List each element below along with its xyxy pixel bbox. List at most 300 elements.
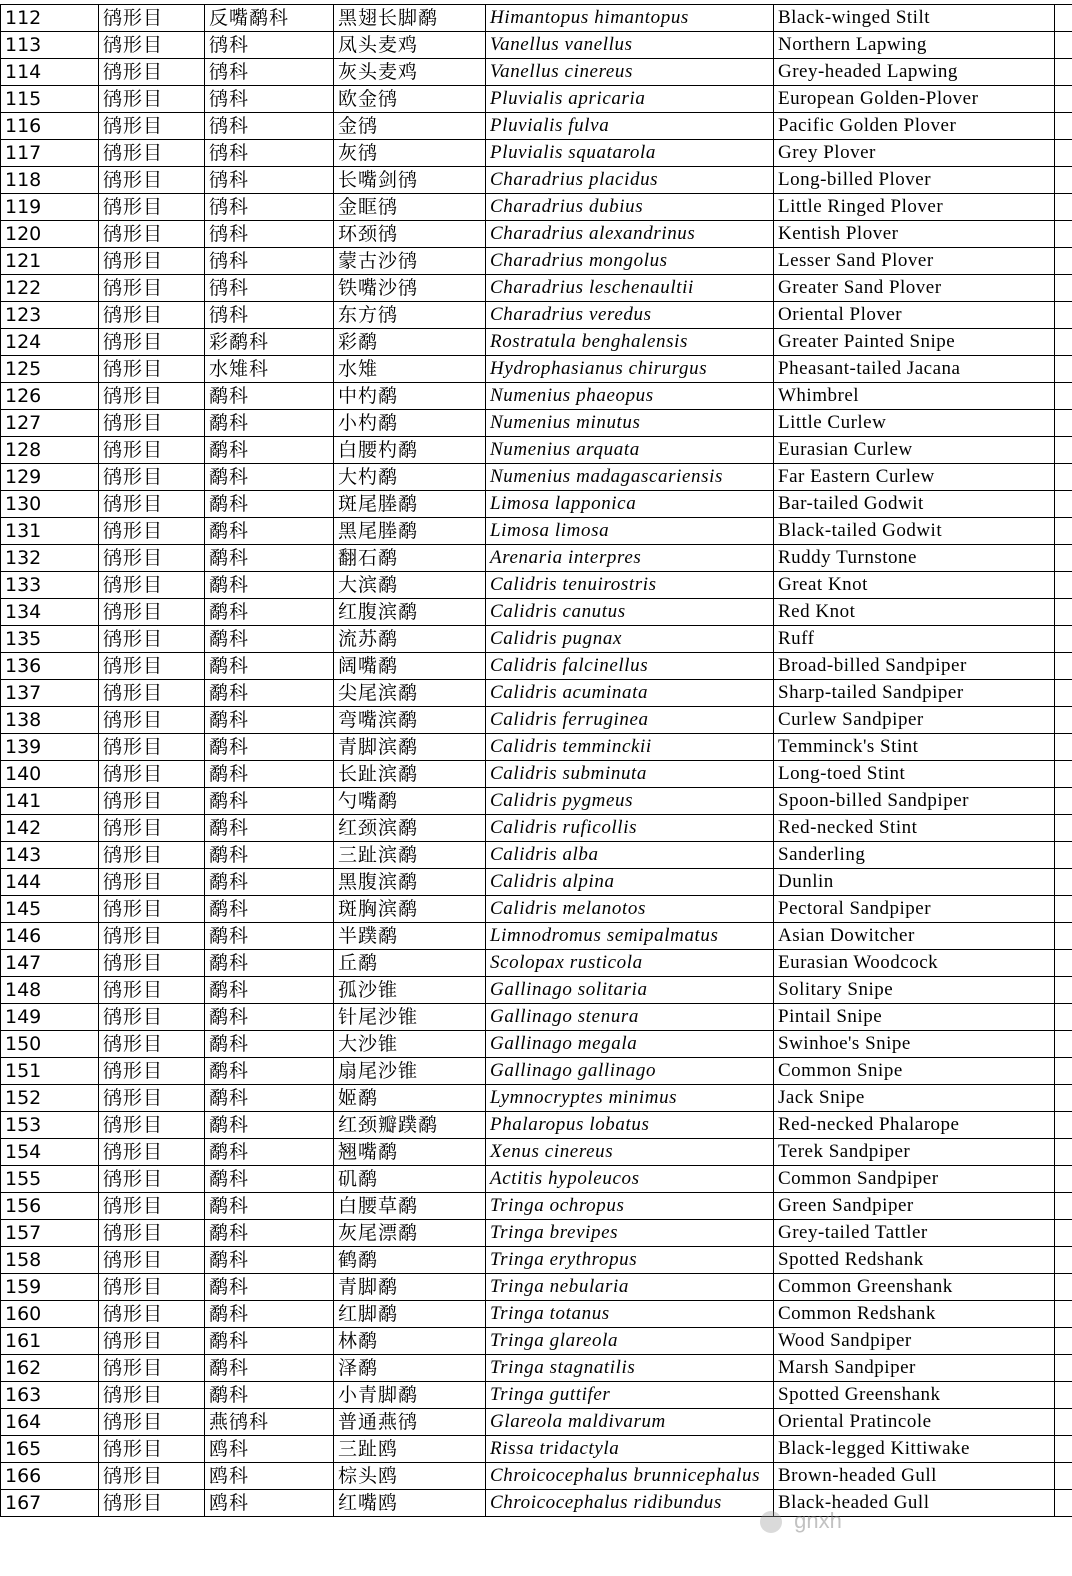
table-row <box>1 1436 1072 1463</box>
order-cell: 鸻形目 <box>99 545 205 572</box>
scientific-name-cell: Himantopus himantopus <box>486 5 774 32</box>
order-cell: 鸻形目 <box>99 653 205 680</box>
table-row <box>1 32 1072 59</box>
family-cell: 鹬科 <box>205 842 334 869</box>
scientific-name-cell: Numenius minutus <box>486 410 774 437</box>
overflow-column-cell <box>1055 869 1072 896</box>
family-cell: 鹬科 <box>205 1166 334 1193</box>
english-name-cell: Marsh Sandpiper <box>774 1355 1055 1382</box>
english-name-cell: Great Knot <box>774 572 1055 599</box>
chinese-name-cell: 灰尾漂鹬 <box>334 1220 486 1247</box>
table-row <box>1 896 1072 923</box>
family-cell: 鹬科 <box>205 896 334 923</box>
overflow-column-cell <box>1055 518 1072 545</box>
row-number-cell: 161 <box>1 1328 99 1355</box>
order-cell: 鸻形目 <box>99 464 205 491</box>
english-name-cell: Red-necked Phalarope <box>774 1112 1055 1139</box>
english-name-cell: Solitary Snipe <box>774 977 1055 1004</box>
scientific-name-cell: Calidris canutus <box>486 599 774 626</box>
english-name-cell: Swinhoe's Snipe <box>774 1031 1055 1058</box>
family-cell: 鹬科 <box>205 1112 334 1139</box>
chinese-name-cell: 红颈瓣蹼鹬 <box>334 1112 486 1139</box>
english-name-cell: Green Sandpiper <box>774 1193 1055 1220</box>
family-cell: 鹬科 <box>205 491 334 518</box>
row-number-cell: 149 <box>1 1004 99 1031</box>
row-number-cell: 166 <box>1 1463 99 1490</box>
english-name-cell: Terek Sandpiper <box>774 1139 1055 1166</box>
chinese-name-cell: 东方鸻 <box>334 302 486 329</box>
overflow-column-cell <box>1055 167 1072 194</box>
table-row <box>1 356 1072 383</box>
chinese-name-cell: 弯嘴滨鹬 <box>334 707 486 734</box>
order-cell: 鸻形目 <box>99 977 205 1004</box>
order-cell: 鸻形目 <box>99 1085 205 1112</box>
overflow-column-cell <box>1055 761 1072 788</box>
overflow-column-cell <box>1055 626 1072 653</box>
family-cell: 鸥科 <box>205 1436 334 1463</box>
overflow-column-cell <box>1055 1193 1072 1220</box>
chinese-name-cell: 灰头麦鸡 <box>334 59 486 86</box>
table-row <box>1 1463 1072 1490</box>
row-number-cell: 120 <box>1 221 99 248</box>
row-number-cell: 153 <box>1 1112 99 1139</box>
row-number-cell: 151 <box>1 1058 99 1085</box>
english-name-cell: Oriental Plover <box>774 302 1055 329</box>
overflow-column-cell <box>1055 1031 1072 1058</box>
chinese-name-cell: 中杓鹬 <box>334 383 486 410</box>
scientific-name-cell: Numenius phaeopus <box>486 383 774 410</box>
overflow-column-cell <box>1055 410 1072 437</box>
family-cell: 鹬科 <box>205 410 334 437</box>
overflow-column-cell <box>1055 896 1072 923</box>
order-cell: 鸻形目 <box>99 86 205 113</box>
table-row <box>1 464 1072 491</box>
family-cell: 鹬科 <box>205 545 334 572</box>
order-cell: 鸻形目 <box>99 140 205 167</box>
scientific-name-cell: Pluvialis apricaria <box>486 86 774 113</box>
family-cell: 鹬科 <box>205 788 334 815</box>
order-cell: 鸻形目 <box>99 221 205 248</box>
family-cell: 鹬科 <box>205 1382 334 1409</box>
row-number-cell: 113 <box>1 32 99 59</box>
scientific-name-cell: Calidris alba <box>486 842 774 869</box>
row-number-cell: 130 <box>1 491 99 518</box>
table-row <box>1 734 1072 761</box>
table-row <box>1 5 1072 32</box>
scientific-name-cell: Limosa lapponica <box>486 491 774 518</box>
english-name-cell: Spotted Redshank <box>774 1247 1055 1274</box>
order-cell: 鸻形目 <box>99 707 205 734</box>
scientific-name-cell: Tringa guttifer <box>486 1382 774 1409</box>
chinese-name-cell: 流苏鹬 <box>334 626 486 653</box>
order-cell: 鸻形目 <box>99 1301 205 1328</box>
order-cell: 鸻形目 <box>99 302 205 329</box>
family-cell: 鹬科 <box>205 815 334 842</box>
overflow-column-cell <box>1055 86 1072 113</box>
chinese-name-cell: 阔嘴鹬 <box>334 653 486 680</box>
row-number-cell: 158 <box>1 1247 99 1274</box>
order-cell: 鸻形目 <box>99 1220 205 1247</box>
row-number-cell: 115 <box>1 86 99 113</box>
scientific-name-cell: Calidris acuminata <box>486 680 774 707</box>
overflow-column-cell <box>1055 1436 1072 1463</box>
order-cell: 鸻形目 <box>99 1490 205 1517</box>
family-cell: 鹬科 <box>205 1058 334 1085</box>
english-name-cell: Greater Sand Plover <box>774 275 1055 302</box>
scientific-name-cell: Gallinago megala <box>486 1031 774 1058</box>
english-name-cell: Jack Snipe <box>774 1085 1055 1112</box>
row-number-cell: 116 <box>1 113 99 140</box>
overflow-column-cell <box>1055 1112 1072 1139</box>
scientific-name-cell: Calidris melanotos <box>486 896 774 923</box>
scientific-name-cell: Calidris falcinellus <box>486 653 774 680</box>
overflow-column-cell <box>1055 599 1072 626</box>
order-cell: 鸻形目 <box>99 1112 205 1139</box>
chinese-name-cell: 白腰草鹬 <box>334 1193 486 1220</box>
chinese-name-cell: 黑腹滨鹬 <box>334 869 486 896</box>
order-cell: 鸻形目 <box>99 1166 205 1193</box>
chinese-name-cell: 金眶鸻 <box>334 194 486 221</box>
family-cell: 鹬科 <box>205 437 334 464</box>
row-number-cell: 141 <box>1 788 99 815</box>
row-number-cell: 148 <box>1 977 99 1004</box>
english-name-cell: Pectoral Sandpiper <box>774 896 1055 923</box>
english-name-cell: Red-necked Stint <box>774 815 1055 842</box>
english-name-cell: Pintail Snipe <box>774 1004 1055 1031</box>
table-row <box>1 1247 1072 1274</box>
table-row <box>1 1382 1072 1409</box>
scientific-name-cell: Vanellus cinereus <box>486 59 774 86</box>
overflow-column-cell <box>1055 275 1072 302</box>
table-row <box>1 86 1072 113</box>
overflow-column-cell <box>1055 113 1072 140</box>
family-cell: 鹬科 <box>205 1274 334 1301</box>
chinese-name-cell: 铁嘴沙鸻 <box>334 275 486 302</box>
scientific-name-cell: Lymnocryptes minimus <box>486 1085 774 1112</box>
family-cell: 鹬科 <box>205 707 334 734</box>
family-cell: 鹬科 <box>205 626 334 653</box>
order-cell: 鸻形目 <box>99 761 205 788</box>
table-row <box>1 842 1072 869</box>
family-cell: 鸻科 <box>205 59 334 86</box>
overflow-column-cell <box>1055 5 1072 32</box>
overflow-column-cell <box>1055 221 1072 248</box>
english-name-cell: Sharp-tailed Sandpiper <box>774 680 1055 707</box>
order-cell: 鸻形目 <box>99 491 205 518</box>
family-cell: 鹬科 <box>205 1193 334 1220</box>
family-cell: 鹬科 <box>205 950 334 977</box>
english-name-cell: Brown-headed Gull <box>774 1463 1055 1490</box>
order-cell: 鸻形目 <box>99 1139 205 1166</box>
scientific-name-cell: Phalaropus lobatus <box>486 1112 774 1139</box>
scientific-name-cell: Tringa ochropus <box>486 1193 774 1220</box>
family-cell: 鹬科 <box>205 599 334 626</box>
family-cell: 鹬科 <box>205 1328 334 1355</box>
family-cell: 鹬科 <box>205 464 334 491</box>
table-row <box>1 1220 1072 1247</box>
row-number-cell: 134 <box>1 599 99 626</box>
order-cell: 鸻形目 <box>99 842 205 869</box>
overflow-column-cell <box>1055 815 1072 842</box>
english-name-cell: Temminck's Stint <box>774 734 1055 761</box>
order-cell: 鸻形目 <box>99 1004 205 1031</box>
english-name-cell: Far Eastern Curlew <box>774 464 1055 491</box>
scientific-name-cell: Calidris temminckii <box>486 734 774 761</box>
family-cell: 鹬科 <box>205 680 334 707</box>
table-row <box>1 275 1072 302</box>
row-number-cell: 164 <box>1 1409 99 1436</box>
english-name-cell: Red Knot <box>774 599 1055 626</box>
scientific-name-cell: Tringa brevipes <box>486 1220 774 1247</box>
order-cell: 鸻形目 <box>99 518 205 545</box>
row-number-cell: 155 <box>1 1166 99 1193</box>
scientific-name-cell: Calidris alpina <box>486 869 774 896</box>
order-cell: 鸻形目 <box>99 572 205 599</box>
scientific-name-cell: Charadrius leschenaultii <box>486 275 774 302</box>
order-cell: 鸻形目 <box>99 383 205 410</box>
overflow-column-cell <box>1055 32 1072 59</box>
order-cell: 鸻形目 <box>99 410 205 437</box>
family-cell: 反嘴鹬科 <box>205 5 334 32</box>
chinese-name-cell: 大杓鹬 <box>334 464 486 491</box>
family-cell: 鹬科 <box>205 1247 334 1274</box>
english-name-cell: Dunlin <box>774 869 1055 896</box>
row-number-cell: 126 <box>1 383 99 410</box>
order-cell: 鸻形目 <box>99 896 205 923</box>
table-row <box>1 1139 1072 1166</box>
scientific-name-cell: Rostratula benghalensis <box>486 329 774 356</box>
overflow-column-cell <box>1055 248 1072 275</box>
english-name-cell: Lesser Sand Plover <box>774 248 1055 275</box>
row-number-cell: 162 <box>1 1355 99 1382</box>
overflow-column-cell <box>1055 59 1072 86</box>
overflow-column-cell <box>1055 1004 1072 1031</box>
table-row <box>1 1004 1072 1031</box>
row-number-cell: 139 <box>1 734 99 761</box>
table-row <box>1 815 1072 842</box>
chinese-name-cell: 红腹滨鹬 <box>334 599 486 626</box>
row-number-cell: 142 <box>1 815 99 842</box>
chinese-name-cell: 红颈滨鹬 <box>334 815 486 842</box>
english-name-cell: Wood Sandpiper <box>774 1328 1055 1355</box>
order-cell: 鸻形目 <box>99 437 205 464</box>
row-number-cell: 117 <box>1 140 99 167</box>
chinese-name-cell: 红脚鹬 <box>334 1301 486 1328</box>
family-cell: 鹬科 <box>205 383 334 410</box>
overflow-column-cell <box>1055 1085 1072 1112</box>
scientific-name-cell: Tringa totanus <box>486 1301 774 1328</box>
english-name-cell: Greater Painted Snipe <box>774 329 1055 356</box>
scientific-name-cell: Limosa limosa <box>486 518 774 545</box>
order-cell: 鸻形目 <box>99 59 205 86</box>
table-row <box>1 410 1072 437</box>
row-number-cell: 129 <box>1 464 99 491</box>
overflow-column-cell <box>1055 788 1072 815</box>
english-name-cell: Common Redshank <box>774 1301 1055 1328</box>
scientific-name-cell: Charadrius placidus <box>486 167 774 194</box>
overflow-column-cell <box>1055 1328 1072 1355</box>
english-name-cell: Northern Lapwing <box>774 32 1055 59</box>
english-name-cell: Bar-tailed Godwit <box>774 491 1055 518</box>
row-number-cell: 167 <box>1 1490 99 1517</box>
row-number-cell: 131 <box>1 518 99 545</box>
family-cell: 鹬科 <box>205 1004 334 1031</box>
scientific-name-cell: Xenus cinereus <box>486 1139 774 1166</box>
order-cell: 鸻形目 <box>99 788 205 815</box>
family-cell: 鹬科 <box>205 734 334 761</box>
overflow-column-cell <box>1055 329 1072 356</box>
chinese-name-cell: 大沙锥 <box>334 1031 486 1058</box>
row-number-cell: 152 <box>1 1085 99 1112</box>
family-cell: 鸻科 <box>205 248 334 275</box>
family-cell: 鸥科 <box>205 1463 334 1490</box>
table-row <box>1 59 1072 86</box>
row-number-cell: 137 <box>1 680 99 707</box>
order-cell: 鸻形目 <box>99 1274 205 1301</box>
table-row <box>1 140 1072 167</box>
order-cell: 鸻形目 <box>99 167 205 194</box>
row-number-cell: 128 <box>1 437 99 464</box>
english-name-cell: Long-billed Plover <box>774 167 1055 194</box>
row-number-cell: 144 <box>1 869 99 896</box>
family-cell: 鸻科 <box>205 140 334 167</box>
table-row <box>1 572 1072 599</box>
table-row <box>1 1031 1072 1058</box>
scientific-name-cell: Gallinago stenura <box>486 1004 774 1031</box>
order-cell: 鸻形目 <box>99 329 205 356</box>
overflow-column-cell <box>1055 302 1072 329</box>
overflow-column-cell <box>1055 923 1072 950</box>
table-row <box>1 1274 1072 1301</box>
english-name-cell: Spotted Greenshank <box>774 1382 1055 1409</box>
family-cell: 鹬科 <box>205 869 334 896</box>
chinese-name-cell: 翘嘴鹬 <box>334 1139 486 1166</box>
english-name-cell: Black-tailed Godwit <box>774 518 1055 545</box>
chinese-name-cell: 针尾沙锥 <box>334 1004 486 1031</box>
scientific-name-cell: Charadrius veredus <box>486 302 774 329</box>
english-name-cell: Spoon-billed Sandpiper <box>774 788 1055 815</box>
table-row <box>1 167 1072 194</box>
overflow-column-cell <box>1055 464 1072 491</box>
chinese-name-cell: 白腰杓鹬 <box>334 437 486 464</box>
scientific-name-cell: Pluvialis fulva <box>486 113 774 140</box>
chinese-name-cell: 斑胸滨鹬 <box>334 896 486 923</box>
family-cell: 鸻科 <box>205 275 334 302</box>
order-cell: 鸻形目 <box>99 1436 205 1463</box>
english-name-cell: Black-headed Gull <box>774 1490 1055 1517</box>
scientific-name-cell: Calidris ruficollis <box>486 815 774 842</box>
chinese-name-cell: 水雉 <box>334 356 486 383</box>
scientific-name-cell: Calidris pugnax <box>486 626 774 653</box>
english-name-cell: European Golden-Plover <box>774 86 1055 113</box>
table-row <box>1 1355 1072 1382</box>
scientific-name-cell: Gallinago gallinago <box>486 1058 774 1085</box>
scientific-name-cell: Gallinago solitaria <box>486 977 774 1004</box>
row-number-cell: 112 <box>1 5 99 32</box>
english-name-cell: Common Snipe <box>774 1058 1055 1085</box>
family-cell: 燕鸻科 <box>205 1409 334 1436</box>
species-table <box>0 4 1072 1517</box>
english-name-cell: Kentish Plover <box>774 221 1055 248</box>
chinese-name-cell: 斑尾塍鹬 <box>334 491 486 518</box>
scientific-name-cell: Chroicocephalus brunnicephalus <box>486 1463 774 1490</box>
order-cell: 鸻形目 <box>99 1463 205 1490</box>
order-cell: 鸻形目 <box>99 1409 205 1436</box>
order-cell: 鸻形目 <box>99 815 205 842</box>
order-cell: 鸻形目 <box>99 1058 205 1085</box>
family-cell: 鹬科 <box>205 1220 334 1247</box>
chinese-name-cell: 灰鸻 <box>334 140 486 167</box>
scientific-name-cell: Numenius madagascariensis <box>486 464 774 491</box>
row-number-cell: 123 <box>1 302 99 329</box>
table-row <box>1 653 1072 680</box>
row-number-cell: 125 <box>1 356 99 383</box>
chinese-name-cell: 青脚滨鹬 <box>334 734 486 761</box>
table-row <box>1 599 1072 626</box>
row-number-cell: 157 <box>1 1220 99 1247</box>
english-name-cell: Broad-billed Sandpiper <box>774 653 1055 680</box>
order-cell: 鸻形目 <box>99 1031 205 1058</box>
order-cell: 鸻形目 <box>99 626 205 653</box>
scientific-name-cell: Charadrius alexandrinus <box>486 221 774 248</box>
chinese-name-cell: 扇尾沙锥 <box>334 1058 486 1085</box>
table-row <box>1 518 1072 545</box>
chinese-name-cell: 凤头麦鸡 <box>334 32 486 59</box>
chinese-name-cell: 蒙古沙鸻 <box>334 248 486 275</box>
row-number-cell: 163 <box>1 1382 99 1409</box>
row-number-cell: 146 <box>1 923 99 950</box>
chinese-name-cell: 普通燕鸻 <box>334 1409 486 1436</box>
family-cell: 鸻科 <box>205 32 334 59</box>
row-number-cell: 156 <box>1 1193 99 1220</box>
order-cell: 鸻形目 <box>99 923 205 950</box>
table-row <box>1 383 1072 410</box>
english-name-cell: Grey-headed Lapwing <box>774 59 1055 86</box>
family-cell: 鹬科 <box>205 518 334 545</box>
table-row <box>1 1166 1072 1193</box>
row-number-cell: 145 <box>1 896 99 923</box>
chinese-name-cell: 长趾滨鹬 <box>334 761 486 788</box>
chinese-name-cell: 环颈鸻 <box>334 221 486 248</box>
overflow-column-cell <box>1055 680 1072 707</box>
overflow-column-cell <box>1055 734 1072 761</box>
english-name-cell: Common Greenshank <box>774 1274 1055 1301</box>
scientific-name-cell: Pluvialis squatarola <box>486 140 774 167</box>
scientific-name-cell: Limnodromus semipalmatus <box>486 923 774 950</box>
overflow-column-cell <box>1055 1274 1072 1301</box>
chinese-name-cell: 彩鹬 <box>334 329 486 356</box>
english-name-cell: Curlew Sandpiper <box>774 707 1055 734</box>
family-cell: 鹬科 <box>205 977 334 1004</box>
scientific-name-cell: Glareola maldivarum <box>486 1409 774 1436</box>
chinese-name-cell: 尖尾滨鹬 <box>334 680 486 707</box>
chinese-name-cell: 矶鹬 <box>334 1166 486 1193</box>
table-row <box>1 329 1072 356</box>
order-cell: 鸻形目 <box>99 248 205 275</box>
family-cell: 鹬科 <box>205 653 334 680</box>
english-name-cell: Black-winged Stilt <box>774 5 1055 32</box>
family-cell: 鸻科 <box>205 194 334 221</box>
family-cell: 鸻科 <box>205 167 334 194</box>
family-cell: 鸻科 <box>205 221 334 248</box>
table-row <box>1 1058 1072 1085</box>
table-row <box>1 977 1072 1004</box>
overflow-column-cell <box>1055 842 1072 869</box>
scientific-name-cell: Calidris pygmeus <box>486 788 774 815</box>
english-name-cell: Oriental Pratincole <box>774 1409 1055 1436</box>
scientific-name-cell: Tringa glareola <box>486 1328 774 1355</box>
english-name-cell: Long-toed Stint <box>774 761 1055 788</box>
